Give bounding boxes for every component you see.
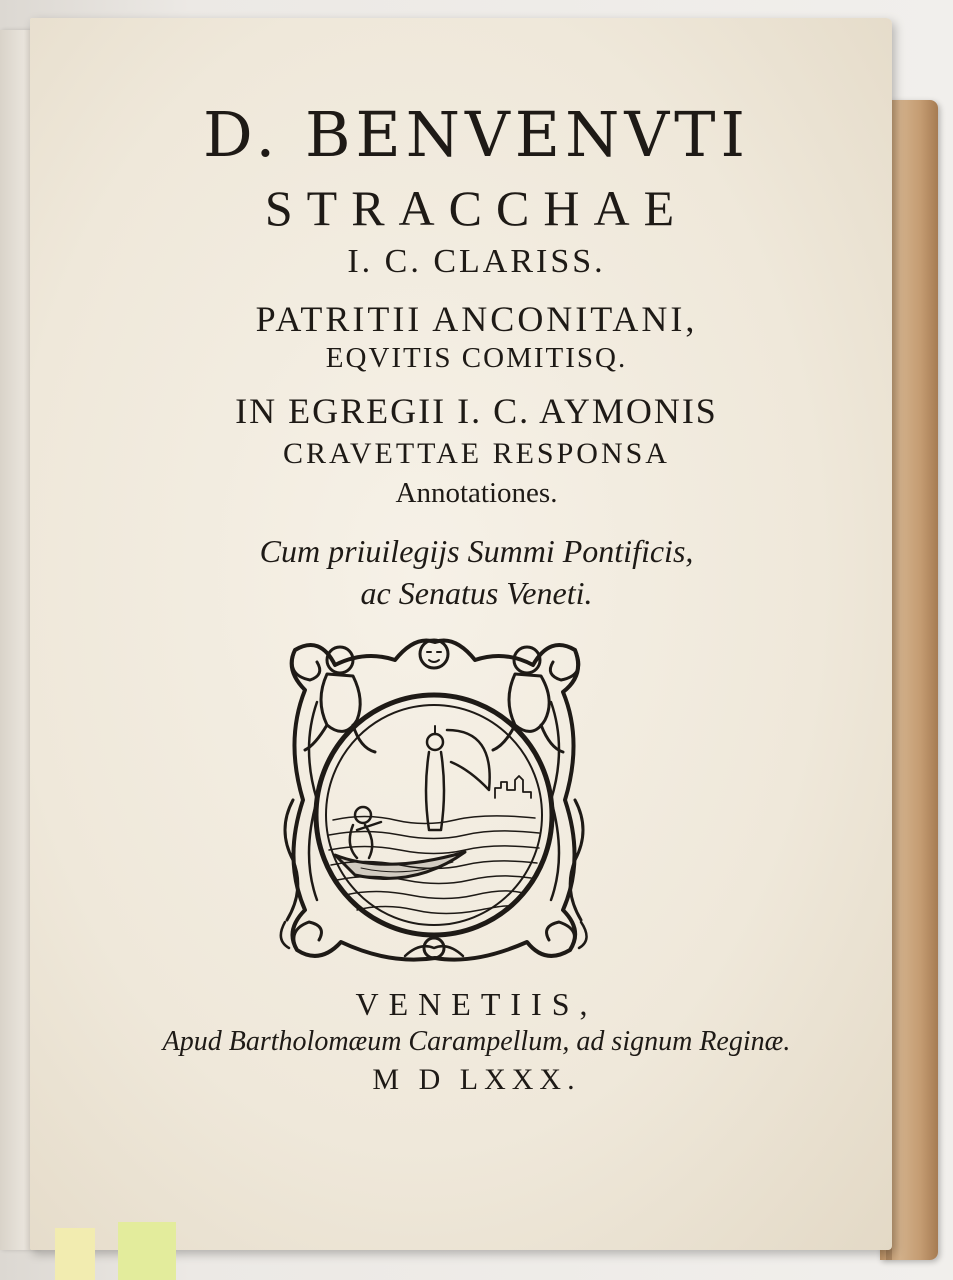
author-name-line: D. BENVENVTI <box>203 98 750 171</box>
imprint-year: M D LXXX. <box>372 1063 581 1096</box>
woodcut-printer-device-icon <box>265 630 603 970</box>
privilege-line-2: ac Senatus Veneti. <box>360 575 593 611</box>
author-surname-line: STRACCHAE <box>264 180 689 236</box>
privilege-line-1: Cum priuilegijs Summi Pontificis, <box>259 533 694 569</box>
work-title-line-2: CRAVETTAE RESPONSA <box>283 437 670 470</box>
work-title-line-1: IN EGREGII I. C. AYMONIS <box>235 391 718 431</box>
author-title-line: I. C. CLARISS. <box>347 243 606 280</box>
imprint-printer: Apud Bartholomæum Carampellum, ad signum Reginæ. <box>162 1026 791 1057</box>
work-title-line-3: Annotationes. <box>395 477 558 509</box>
yellow-bookmark-tab <box>55 1228 95 1280</box>
imprint-place: VENETIIS, <box>355 986 598 1022</box>
author-rank-line: EQVITIS COMITISQ. <box>325 342 628 374</box>
author-origin-line: PATRITII ANCONITANI, <box>255 299 698 339</box>
green-bookmark-tab <box>118 1222 176 1280</box>
